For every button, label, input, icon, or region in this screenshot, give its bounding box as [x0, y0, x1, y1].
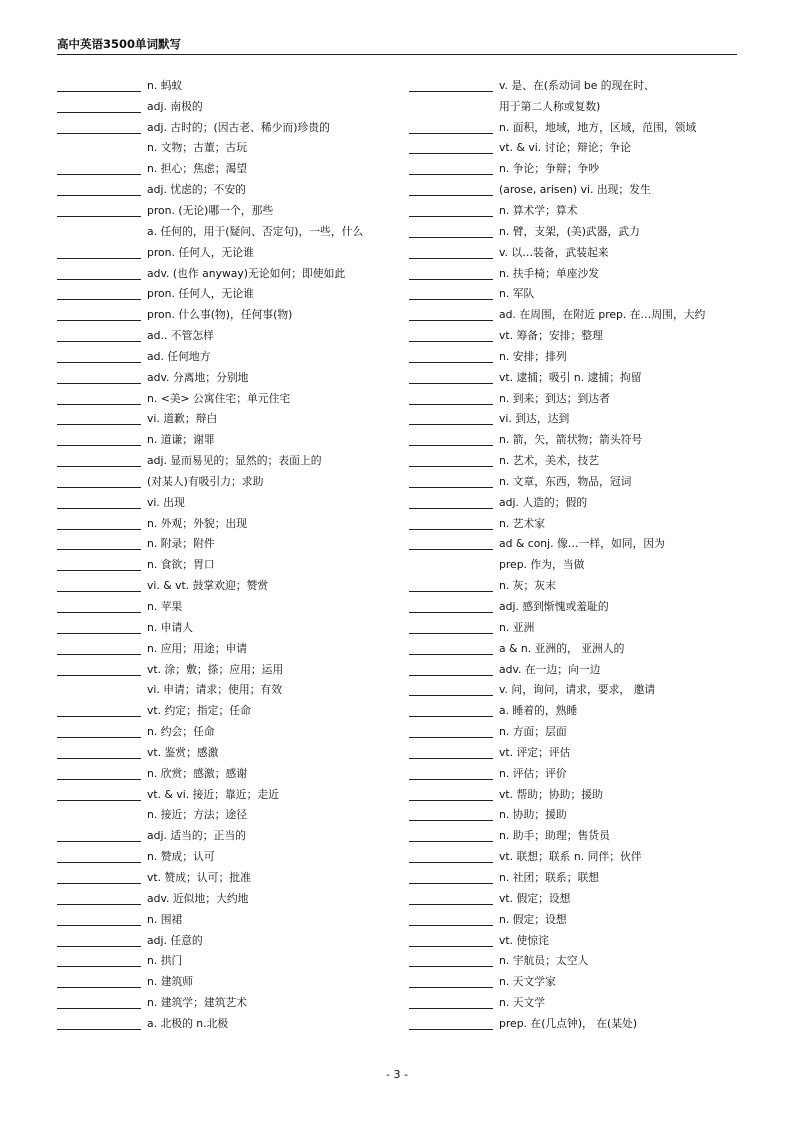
- answer-blank[interactable]: [57, 829, 141, 842]
- definition-text: n. 道谦；谢罪: [147, 433, 215, 447]
- vocab-row: [409, 429, 749, 450]
- vocab-row: [409, 659, 749, 680]
- answer-blank[interactable]: [57, 350, 141, 363]
- definition-text: vt. 涂；敷；搽；应用；运用: [147, 662, 284, 676]
- answer-blank[interactable]: [409, 308, 493, 321]
- definition-text: n. 假定；设想: [499, 912, 567, 926]
- vocab-row: [409, 992, 749, 1013]
- blank-spacer: [57, 808, 141, 821]
- definition-text: n. 天文学家: [499, 975, 556, 989]
- definition-text: n. 协助；援助: [499, 808, 567, 822]
- answer-blank[interactable]: [57, 433, 141, 446]
- answer-blank[interactable]: [409, 704, 493, 717]
- answer-blank[interactable]: [57, 767, 141, 780]
- answer-blank[interactable]: [409, 621, 493, 634]
- answer-blank[interactable]: [409, 141, 493, 154]
- answer-blank[interactable]: [409, 371, 493, 384]
- vocab-row: [57, 617, 397, 638]
- answer-blank[interactable]: [57, 892, 141, 905]
- vocab-row: [57, 554, 397, 575]
- vocab-row: [57, 75, 397, 96]
- answer-blank[interactable]: [409, 287, 493, 300]
- definition-text: vt. 联想；联系 n. 同伴；伙伴: [499, 850, 642, 864]
- definition-text: v. 是、在(系动词 be 的现在时、: [499, 78, 655, 92]
- definition-text: prep. 作为，当做: [499, 558, 585, 572]
- definition-text: vi. 道歉；辩白: [147, 412, 218, 426]
- answer-blank[interactable]: [57, 871, 141, 884]
- definition-text: n. 拱门: [147, 954, 183, 968]
- definition-text: vt. 约定；指定；任命: [147, 704, 251, 718]
- vocab-row: [409, 534, 749, 555]
- answer-blank[interactable]: [57, 725, 141, 738]
- answer-blank[interactable]: [409, 746, 493, 759]
- definition-text: n. 面积，地域，地方，区域，范围，领域: [499, 120, 697, 134]
- answer-blank[interactable]: [57, 954, 141, 967]
- vocab-row: [57, 888, 397, 909]
- definition-text: (arose, arisen) vi. 出现；发生: [499, 183, 651, 197]
- answer-blank[interactable]: [409, 954, 493, 967]
- answer-blank[interactable]: [409, 996, 493, 1009]
- answer-blank[interactable]: [57, 246, 141, 259]
- right-vocabulary-column: [409, 75, 749, 1034]
- vocab-row: [409, 75, 749, 96]
- vocab-row: [409, 742, 749, 763]
- answer-blank[interactable]: [409, 454, 493, 467]
- answer-blank[interactable]: [57, 267, 141, 280]
- vocab-row: [57, 409, 397, 430]
- definition-text: vi. 申请；请求；使用；有效: [147, 683, 283, 697]
- answer-blank[interactable]: [409, 934, 493, 947]
- answer-blank[interactable]: [57, 204, 141, 217]
- answer-blank[interactable]: [409, 913, 493, 926]
- definition-text: vt. 赞成；认可；批准: [147, 870, 251, 884]
- definition-text: pron. 什么事(物)，任何事(物): [147, 308, 293, 322]
- vocab-row: [409, 179, 749, 200]
- answer-blank[interactable]: [57, 746, 141, 759]
- answer-blank[interactable]: [57, 371, 141, 384]
- vocab-row: [409, 638, 749, 659]
- definition-text: n. 亚洲: [499, 620, 535, 634]
- vocab-row: [409, 930, 749, 951]
- answer-blank[interactable]: [409, 1017, 493, 1030]
- vocab-row: [409, 200, 749, 221]
- definition-text: n. 外观；外貌；出现: [147, 516, 248, 530]
- answer-blank[interactable]: [57, 558, 141, 571]
- vocab-row: [409, 263, 749, 284]
- vocab-row: [409, 867, 749, 888]
- answer-blank[interactable]: [409, 850, 493, 863]
- definition-text: pron. 任何人，无论谁: [147, 245, 254, 259]
- answer-blank[interactable]: [409, 392, 493, 405]
- definition-text: adj. 适当的；正当的: [147, 829, 246, 843]
- vocab-row: [409, 784, 749, 805]
- vocab-row: [409, 492, 749, 513]
- definition-text: n. 扶手椅；单座沙发: [499, 266, 600, 280]
- answer-blank[interactable]: [409, 663, 493, 676]
- vocab-row: [409, 763, 749, 784]
- vocab-row: [57, 138, 397, 159]
- vocab-row: [57, 346, 397, 367]
- vocab-row: [409, 450, 749, 471]
- definition-text: vt. 鉴赏；感激: [147, 745, 219, 759]
- definition-text: pron. (无论)哪一个，那些: [147, 203, 274, 217]
- definition-text: adj. 古时的；(因古老、稀少而)珍贵的: [147, 120, 330, 134]
- definition-text: adj. 显而易见的；显然的；表面上的: [147, 454, 322, 468]
- vocab-row: [409, 721, 749, 742]
- vocab-row: [409, 617, 749, 638]
- answer-blank[interactable]: [409, 246, 493, 259]
- definition-text: n. 苹果: [147, 600, 183, 614]
- answer-blank[interactable]: [57, 121, 141, 134]
- definition-text: n. 围裙: [147, 912, 183, 926]
- definition-text: 用于第二人称或复数): [499, 99, 601, 113]
- answer-blank[interactable]: [57, 517, 141, 530]
- definition-text: ad. 在周围，在附近 prep. 在…周围，大约: [499, 308, 706, 322]
- definition-text: n. 应用；用途；申请: [147, 641, 248, 655]
- definition-text: n. 算术学；算术: [499, 203, 578, 217]
- definition-text: (对某人)有吸引力；求助: [147, 474, 264, 488]
- vocab-row: [409, 242, 749, 263]
- definition-text: n. 箭，矢，箭状物；箭头符号: [499, 433, 643, 447]
- vocab-row: [409, 325, 749, 346]
- answer-blank[interactable]: [57, 704, 141, 717]
- vocab-row: [57, 700, 397, 721]
- definition-text: vi. 到达，达到: [499, 412, 570, 426]
- answer-blank[interactable]: [409, 79, 493, 92]
- vocab-row: [57, 1013, 397, 1034]
- vocab-row: [57, 242, 397, 263]
- definition-text: n. <美> 公寓住宅；单元住宅: [147, 391, 291, 405]
- answer-blank[interactable]: [57, 287, 141, 300]
- vocab-row: [57, 867, 397, 888]
- definition-text: n. 赞成；认可: [147, 850, 215, 864]
- answer-blank[interactable]: [409, 871, 493, 884]
- page-header-title: 高中英语3500单词默写: [57, 37, 182, 51]
- answer-blank[interactable]: [409, 537, 493, 550]
- definition-text: adv. 分离地；分别地: [147, 370, 249, 384]
- definition-text: n. 灰；灰末: [499, 579, 556, 593]
- answer-blank[interactable]: [409, 162, 493, 175]
- definition-text: a. 北极的 n.北极: [147, 1016, 229, 1030]
- vocab-row: [409, 909, 749, 930]
- vocab-row: [57, 450, 397, 471]
- definition-text: vi. & vt. 鼓掌欢迎；赞赏: [147, 579, 269, 593]
- answer-blank[interactable]: [57, 788, 141, 801]
- definition-text: adj. 感到惭愧或羞耻的: [499, 600, 609, 614]
- vocab-row: [409, 888, 749, 909]
- vocab-row: [57, 659, 397, 680]
- answer-blank[interactable]: [409, 329, 493, 342]
- answer-blank[interactable]: [57, 600, 141, 613]
- answer-blank[interactable]: [409, 517, 493, 530]
- answer-blank[interactable]: [409, 225, 493, 238]
- vocab-row: [57, 721, 397, 742]
- definition-text: n. 天文学: [499, 996, 546, 1010]
- definition-text: vt. 帮助；协助；援助: [499, 787, 603, 801]
- blank-spacer: [409, 100, 493, 113]
- vocab-row: [409, 117, 749, 138]
- definition-text: vt. 使惊诧: [499, 933, 549, 947]
- definition-text: n. 建筑师: [147, 975, 194, 989]
- answer-blank[interactable]: [57, 663, 141, 676]
- answer-blank[interactable]: [409, 121, 493, 134]
- definition-text: n. 社团；联系；联想: [499, 870, 600, 884]
- vocab-row: [57, 117, 397, 138]
- answer-blank[interactable]: [57, 100, 141, 113]
- definition-text: n. 评估；评价: [499, 766, 567, 780]
- vocab-row: [57, 513, 397, 534]
- answer-blank[interactable]: [57, 850, 141, 863]
- definition-text: n. 到来；到达；到达者: [499, 391, 610, 405]
- answer-blank[interactable]: [409, 600, 493, 613]
- answer-blank[interactable]: [409, 496, 493, 509]
- definition-text: vi. 出现: [147, 495, 185, 509]
- answer-blank[interactable]: [57, 621, 141, 634]
- answer-blank[interactable]: [57, 392, 141, 405]
- definition-text: n. 艺术家: [499, 516, 546, 530]
- left-vocabulary-column: [57, 75, 397, 1034]
- answer-blank[interactable]: [409, 683, 493, 696]
- definition-text: n. 约会；任命: [147, 725, 215, 739]
- definition-text: n. 安排；排列: [499, 349, 567, 363]
- definition-text: vt. & vi. 讨论；辩论；争论: [499, 141, 631, 155]
- vocab-row: [57, 158, 397, 179]
- vocab-row: [57, 283, 397, 304]
- definition-text: adj. 任意的: [147, 933, 203, 947]
- vocab-row: [57, 679, 397, 700]
- definition-text: ad.. 不管怎样: [147, 329, 214, 343]
- answer-blank[interactable]: [409, 767, 493, 780]
- vocab-row: [57, 596, 397, 617]
- page-number: - 3 -: [386, 1068, 408, 1081]
- answer-blank[interactable]: [409, 267, 493, 280]
- vocab-row: [57, 263, 397, 284]
- vocab-row: [409, 846, 749, 867]
- vocab-row: [57, 179, 397, 200]
- answer-blank[interactable]: [409, 808, 493, 821]
- vocab-row: [409, 346, 749, 367]
- blank-spacer: [57, 683, 141, 696]
- answer-blank[interactable]: [57, 642, 141, 655]
- vocab-row: [57, 575, 397, 596]
- vocab-row: [409, 971, 749, 992]
- answer-blank[interactable]: [57, 913, 141, 926]
- vocab-row: [57, 471, 397, 492]
- blank-spacer: [57, 141, 141, 154]
- definition-text: n. 附录；附件: [147, 537, 215, 551]
- vocab-row: [409, 409, 749, 430]
- vocab-row: [409, 283, 749, 304]
- vocab-row: [57, 492, 397, 513]
- definition-text: vt. & vi. 接近；靠近；走近: [147, 787, 279, 801]
- vocab-row: [57, 96, 397, 117]
- definition-text: v. 以…装备，武装起来: [499, 245, 609, 259]
- definition-text: a & n. 亚洲的， 亚洲人的: [499, 641, 625, 655]
- vocab-row: [57, 388, 397, 409]
- answer-blank[interactable]: [409, 642, 493, 655]
- blank-spacer: [409, 558, 493, 571]
- answer-blank[interactable]: [57, 475, 141, 488]
- vocab-row: [57, 200, 397, 221]
- answer-blank[interactable]: [409, 725, 493, 738]
- vocab-row: [57, 221, 397, 242]
- vocab-row: [409, 554, 749, 575]
- answer-blank[interactable]: [409, 204, 493, 217]
- vocab-row: [57, 930, 397, 951]
- vocab-row: [409, 596, 749, 617]
- definition-text: n. 建筑学；建筑艺术: [147, 996, 248, 1010]
- definition-text: vt. 评定；评估: [499, 745, 571, 759]
- definition-text: adj. 忧虑的；不安的: [147, 183, 246, 197]
- definition-text: a. 任何的，用于(疑问、否定句)，一些，什么: [147, 224, 364, 238]
- answer-blank[interactable]: [57, 329, 141, 342]
- vocab-row: [57, 825, 397, 846]
- answer-blank[interactable]: [409, 829, 493, 842]
- vocab-row: [57, 909, 397, 930]
- vocab-row: [409, 221, 749, 242]
- definition-text: vt. 假定；设想: [499, 891, 571, 905]
- answer-blank[interactable]: [409, 412, 493, 425]
- answer-blank[interactable]: [409, 975, 493, 988]
- answer-blank[interactable]: [409, 788, 493, 801]
- vocab-row: [409, 950, 749, 971]
- definition-text: n. 宇航员；太空人: [499, 954, 589, 968]
- answer-blank[interactable]: [409, 433, 493, 446]
- answer-blank[interactable]: [57, 162, 141, 175]
- vocab-row: [409, 825, 749, 846]
- definition-text: n. 文物；古董；古玩: [147, 141, 248, 155]
- vocab-row: [409, 513, 749, 534]
- vocab-row: [57, 846, 397, 867]
- definition-text: n. 文章，东西，物品，冠词: [499, 474, 632, 488]
- vocab-row: [409, 388, 749, 409]
- vocab-row: [57, 429, 397, 450]
- answer-blank[interactable]: [57, 996, 141, 1009]
- definition-text: adj. 南极的: [147, 99, 203, 113]
- vocab-row: [409, 679, 749, 700]
- answer-blank[interactable]: [57, 308, 141, 321]
- definition-text: prep. 在(几点钟)， 在(某处): [499, 1016, 638, 1030]
- definition-text: pron. 任何人，无论谁: [147, 287, 254, 301]
- definition-text: adv. 在一边；向一边: [499, 662, 601, 676]
- definition-text: n. 臂，支架，(美)武器，武力: [499, 224, 640, 238]
- vocab-row: [57, 534, 397, 555]
- definition-text: vt. 筹备；安排；整理: [499, 329, 603, 343]
- definition-text: n. 争论；争辩；争吵: [499, 162, 600, 176]
- definition-text: v. 问，询问，请求，要求， 邀请: [499, 683, 656, 697]
- vocab-row: [57, 367, 397, 388]
- answer-blank[interactable]: [409, 579, 493, 592]
- header-divider: [57, 54, 737, 55]
- definition-text: n. 方面；层面: [499, 725, 567, 739]
- vocab-row: [409, 1013, 749, 1034]
- definition-text: n. 助手；助理；售货员: [499, 829, 610, 843]
- definition-text: ad. 任何地方: [147, 349, 211, 363]
- definition-text: n. 接近；方法；途径: [147, 808, 248, 822]
- vocab-row: [57, 950, 397, 971]
- answer-blank[interactable]: [409, 892, 493, 905]
- vocab-row: [57, 325, 397, 346]
- vocab-row: [409, 138, 749, 159]
- answer-blank[interactable]: [57, 1017, 141, 1030]
- vocab-row: [409, 158, 749, 179]
- vocab-row: [57, 992, 397, 1013]
- answer-blank[interactable]: [57, 934, 141, 947]
- definition-text: n. 蚂蚁: [147, 78, 183, 92]
- vocab-row: [57, 805, 397, 826]
- definition-text: adv. 近似地；大约地: [147, 891, 249, 905]
- definition-text: n. 担心；焦虑；渴望: [147, 162, 248, 176]
- definition-text: n. 食欲；胃口: [147, 558, 215, 572]
- vocab-row: [57, 971, 397, 992]
- definition-text: a. 睡着的，熟睡: [499, 704, 578, 718]
- definition-text: ad & conj. 像…一样，如同，因为: [499, 537, 665, 551]
- vocab-row: [57, 638, 397, 659]
- vocab-row: [409, 471, 749, 492]
- vocab-row: [57, 784, 397, 805]
- blank-spacer: [57, 225, 141, 238]
- definition-text: n. 军队: [499, 287, 535, 301]
- answer-blank[interactable]: [409, 475, 493, 488]
- vocab-row: [409, 96, 749, 117]
- definition-text: vt. 逮捕；吸引 n. 逮捕；拘留: [499, 370, 642, 384]
- vocab-row: [57, 763, 397, 784]
- answer-blank[interactable]: [57, 183, 141, 196]
- definition-text: n. 艺术，美术，技艺: [499, 454, 600, 468]
- answer-blank[interactable]: [57, 975, 141, 988]
- answer-blank[interactable]: [409, 350, 493, 363]
- answer-blank[interactable]: [57, 454, 141, 467]
- vocab-row: [409, 575, 749, 596]
- definition-text: n. 欣赏；感激；感谢: [147, 766, 248, 780]
- vocab-row: [409, 367, 749, 388]
- definition-text: adj. 人造的；假的: [499, 495, 588, 509]
- vocab-row: [409, 700, 749, 721]
- answer-blank[interactable]: [57, 412, 141, 425]
- vocab-row: [57, 742, 397, 763]
- answer-blank[interactable]: [409, 183, 493, 196]
- definition-text: n. 申请人: [147, 620, 194, 634]
- vocab-row: [409, 805, 749, 826]
- vocab-row: [409, 304, 749, 325]
- answer-blank[interactable]: [57, 79, 141, 92]
- answer-blank[interactable]: [57, 579, 141, 592]
- vocab-row: [57, 304, 397, 325]
- definition-text: adv. (也作 anyway)无论如何；即使如此: [147, 266, 346, 280]
- answer-blank[interactable]: [57, 496, 141, 509]
- answer-blank[interactable]: [57, 537, 141, 550]
